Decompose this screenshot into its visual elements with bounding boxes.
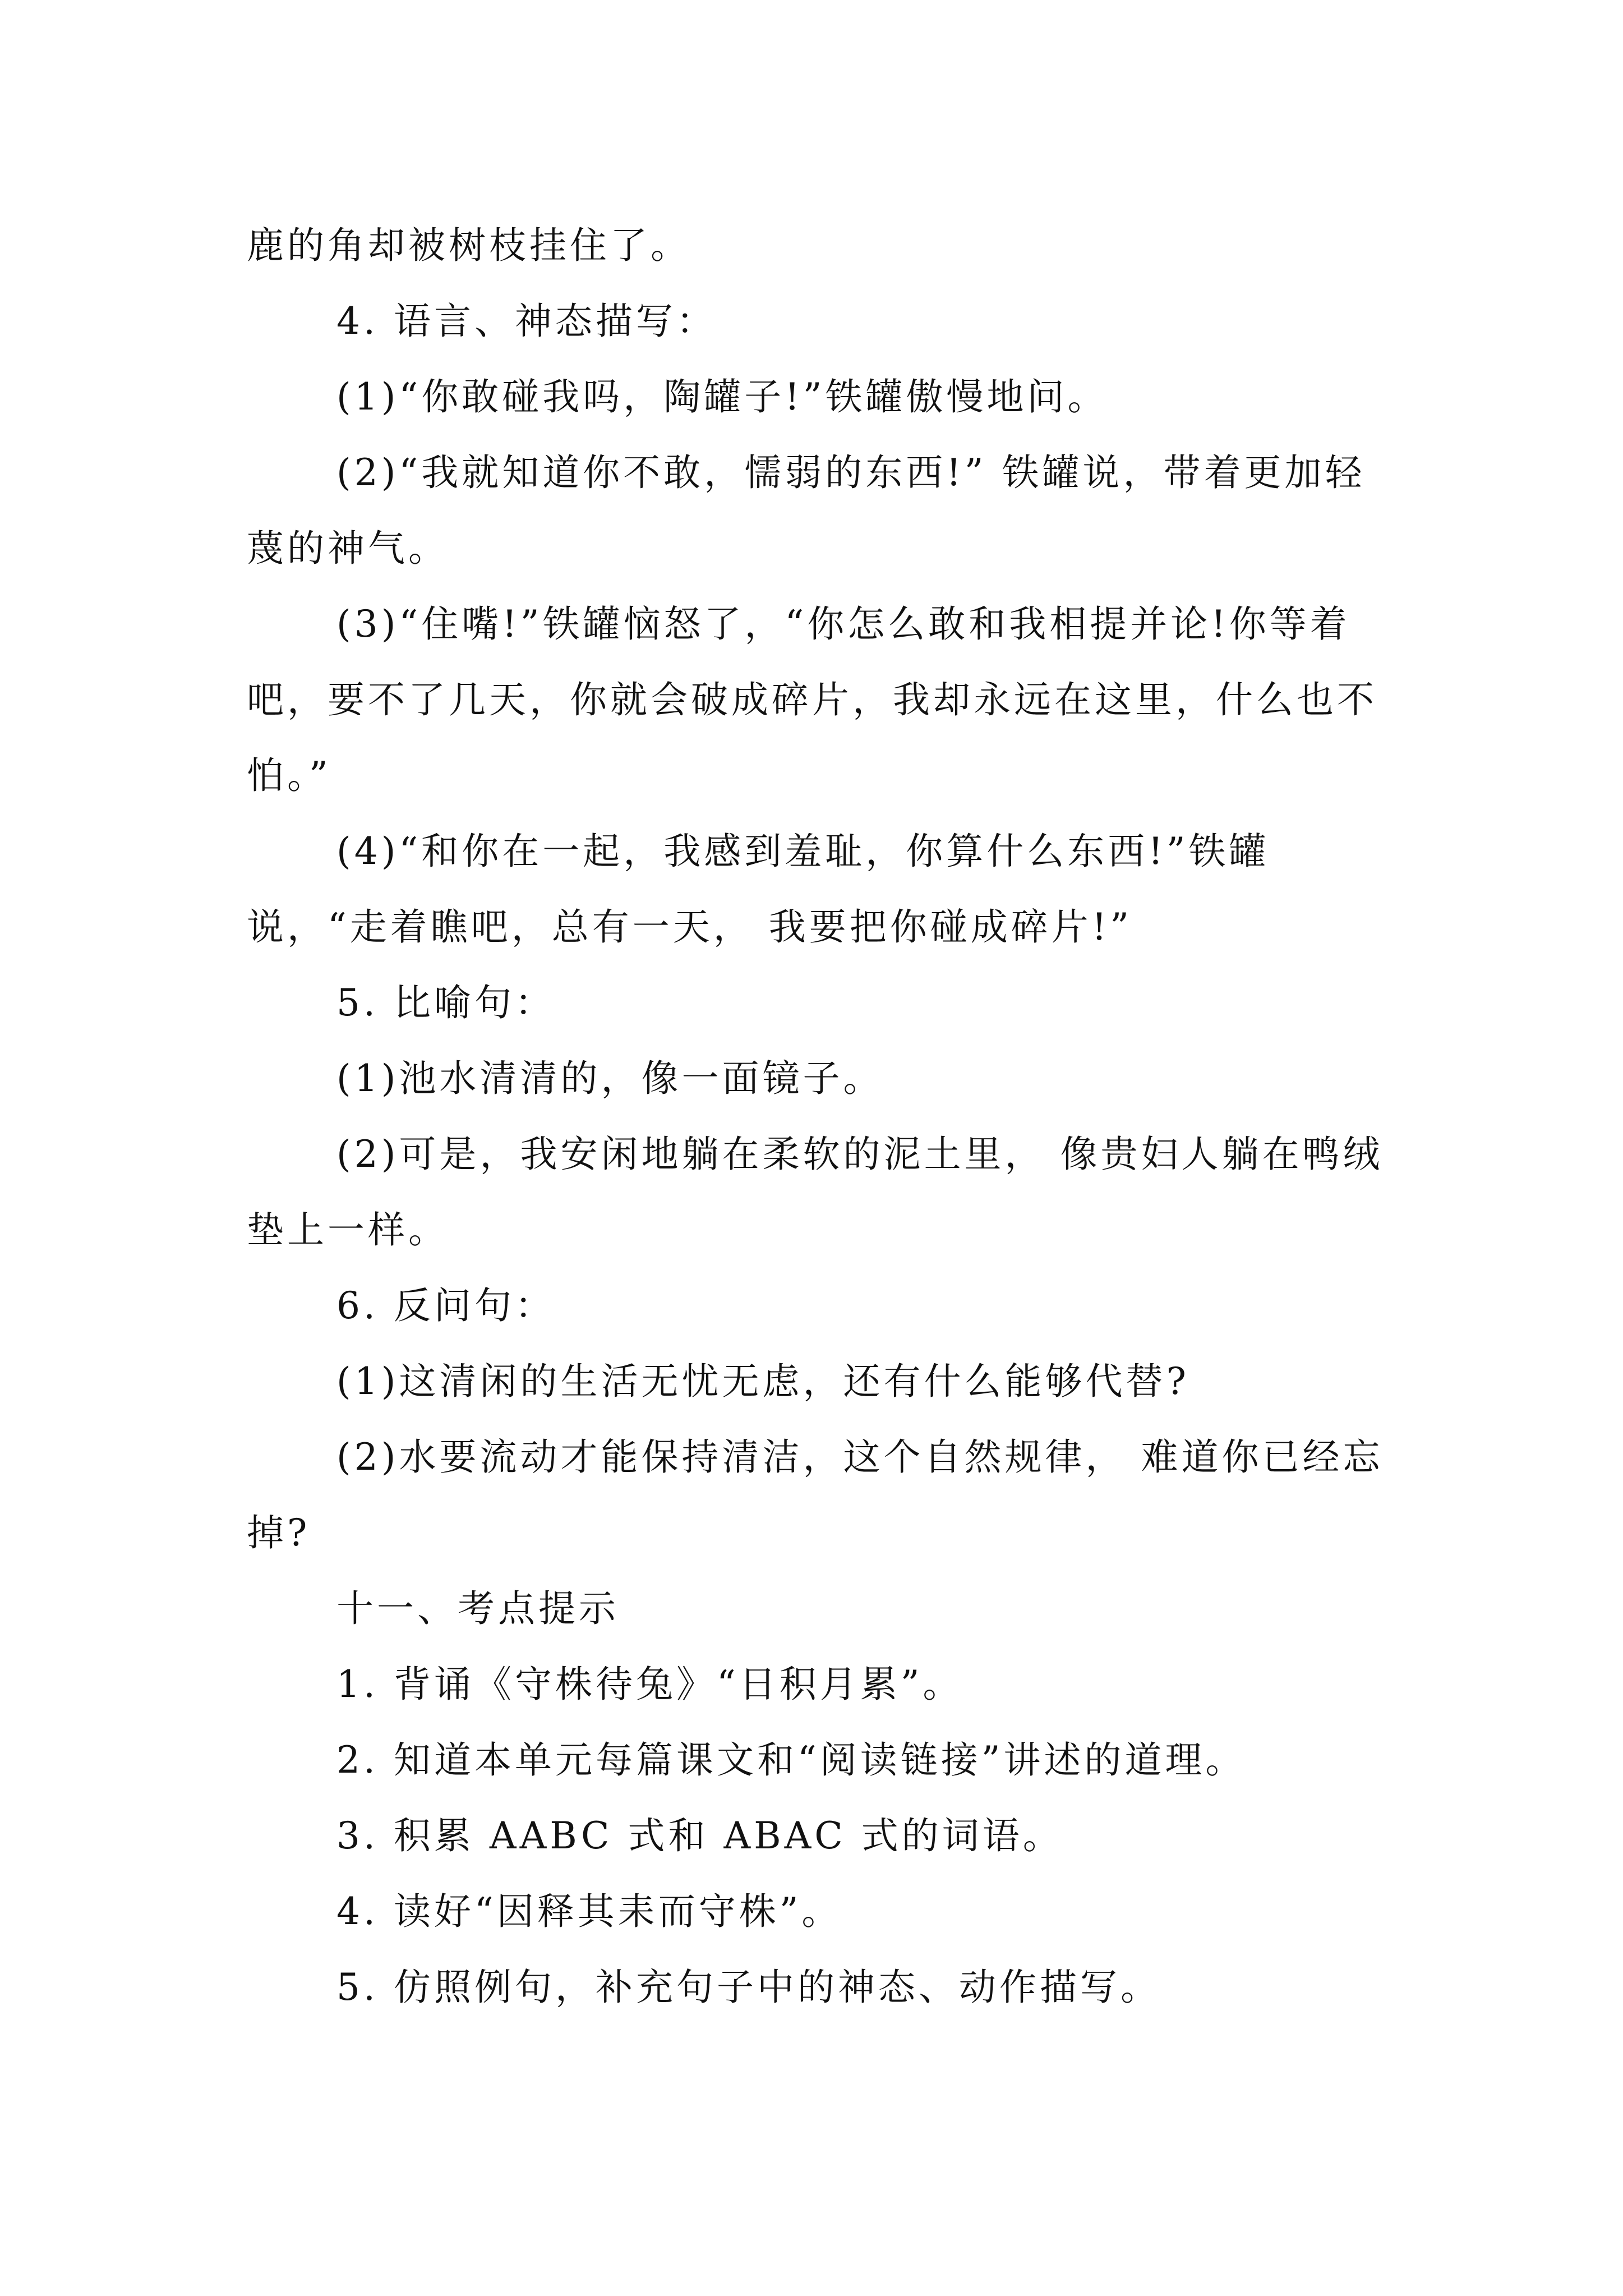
exam-tip-3: 3. 积累 AABC 式和 ABAC 式的词语。	[336, 1814, 1063, 1857]
rhetorical-item-2: (2)水要流动才能保持清洁，这个自然规律， 难道你已经忘掉?	[247, 1435, 1384, 1554]
metaphor-item-1: (1)池水清清的，像一面镜子。	[336, 1057, 884, 1100]
rhetorical-item-1: (1)这清闲的生活无忧无虑，还有什么能够代替?	[336, 1360, 1189, 1403]
quote-item-2: (2)“我就知道你不敢，懦弱的东西!” 铁罐说，带着更加轻蔑的神气。	[247, 451, 1366, 570]
exam-tip-4: 4. 读好“因释其耒而守株”。	[336, 1890, 842, 1933]
heading-exam-tips: 十一、考点提示	[336, 1587, 619, 1630]
quote-item-1: (1)“你敢碰我吗，陶罐子!”铁罐傲慢地问。	[336, 375, 1108, 418]
exam-tip-1: 1. 背诵《守株待兔》“日积月累”。	[336, 1663, 963, 1706]
metaphor-item-2: (2)可是，我安闲地躺在柔软的泥土里， 像贵妇人躺在鸭绒垫上一样。	[247, 1133, 1384, 1251]
heading-metaphor: 5. 比喻句：	[336, 981, 555, 1024]
document-body	[247, 208, 1385, 2025]
exam-tip-2: 2. 知道本单元每篇课文和“阅读链接”讲述的道理。	[336, 1738, 1246, 1782]
exam-tip-5: 5. 仿照例句，补充句子中的神态、动作描写。	[336, 1966, 1161, 2009]
heading-language-description: 4. 语言、神态描写：	[336, 300, 717, 343]
quote-item-4: (4)“和你在一起，我感到羞耻，你算什么东西!”铁罐说，“走着瞧吧，总有一天， 我要把你碰成碎片!”	[247, 830, 1270, 949]
heading-rhetorical-question: 6. 反问句：	[336, 1284, 555, 1327]
paragraph-deer-continued: 鹿的角却被树枝挂住了。	[247, 224, 691, 267]
quote-item-3: (3)“住嘴!”铁罐恼怒了，“你怎么敢和我相提并论!你等着吧，要不了几天，你就会破成碎片，我却永远在这里，什么也不怕。”	[247, 602, 1377, 797]
